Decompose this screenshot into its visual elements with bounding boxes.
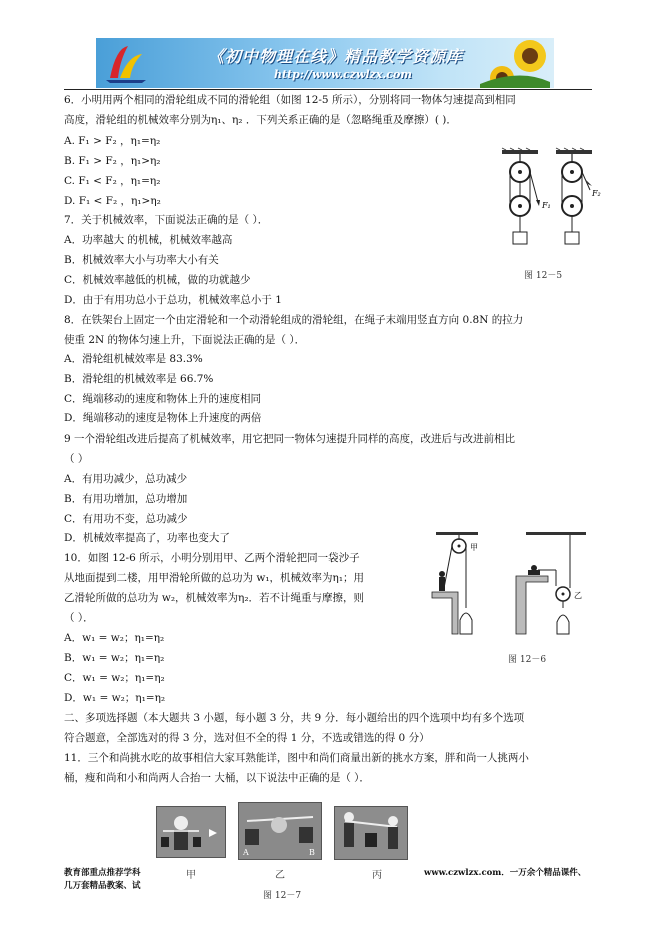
footer-left-line2: 几万套精品教案、试 <box>64 881 141 891</box>
q8-option-d: D．绳端移动的速度是物体上升速度的两倍 <box>64 412 262 424</box>
q6-line2: 高度，滑轮组的机械效率分别为η₁、η₂ ．下列关系正确的是（忽略绳重及摩擦）( )． <box>64 114 457 126</box>
header-banner <box>96 38 554 88</box>
f1-label: F₁ <box>542 201 551 210</box>
monks-carrying-one-bucket-icon <box>239 803 321 859</box>
fig-12-7-label-jia: 甲 <box>186 870 196 881</box>
footer-right: www.czwlzx.com．一万余个精品课件、 <box>424 868 587 878</box>
q10-option-c: C．w₁ = w₂；η₁=η₂ <box>64 672 165 684</box>
q7-option-a: A．功率越大 的机械，机械效率越高 <box>64 234 233 246</box>
figure-12-5-caption: 图 12－5 <box>524 271 563 281</box>
q9-option-b: B．有用功增加，总功增加 <box>64 493 188 505</box>
q10-option-b: B．w₁ = w₂；η₁=η₂ <box>64 652 165 664</box>
f2-label: F₂ <box>592 189 601 198</box>
figure-12-7-photo-bing <box>334 806 408 860</box>
q10-line4: （ ）． <box>64 612 94 624</box>
figure-12-7-photo-yi <box>238 802 322 860</box>
q7-option-c: C．机械效率越低的机械，做的功就越少 <box>64 274 251 286</box>
q10-option-d: D．w₁ = w₂；η₁=η₂ <box>64 692 166 704</box>
q7-option-d: D．由于有用功总小于总功，机械效率总小于 1 <box>64 294 282 306</box>
figure-12-6-caption: 图 12－6 <box>508 655 547 665</box>
jia-label: 甲 <box>470 543 478 552</box>
q10-option-a: A．w₁ = w₂；η₁=η₂ <box>64 632 165 644</box>
photo-label-a: A <box>243 848 249 857</box>
q6-option-a: A. F₁ > F₂ ，η₁=η₂ <box>64 135 161 147</box>
header-rule <box>64 89 592 90</box>
q9-option-c: C．有用功不变，总功减少 <box>64 513 188 525</box>
q6-option-b: B. F₁ > F₂ ，η₁>η₂ <box>64 155 161 167</box>
q7-stem: 7．关于机械效率，下面说法正确的是（ ）． <box>64 214 269 226</box>
fig-12-7-label-yi: 乙 <box>275 870 285 881</box>
q10-line1: 10．如图 12-6 所示，小明分别用甲、乙两个滑轮把同一袋沙子 <box>64 552 360 564</box>
q8-option-b: B．滑轮组的机械效率是 66.7% <box>64 373 214 385</box>
monk-carrying-two-buckets-icon <box>157 807 225 857</box>
banner-title: 《初中物理在线》精品教学资源库 <box>208 47 464 66</box>
q9-option-a: A．有用功减少，总功减少 <box>64 473 188 485</box>
figure-12-7-caption: 图 12－7 <box>263 891 302 901</box>
q9-line2: （ ） <box>64 453 89 465</box>
figure-12-7-photo-jia <box>156 806 226 858</box>
sunflower-icon <box>480 38 550 88</box>
q6-option-c: C. F₁ < F₂ ，η₁=η₂ <box>64 175 161 187</box>
q11-line1: 11．三个和尚挑水吃的故事相信大家耳熟能详，图中和尚们商量出新的挑水方案，胖和尚一人挑两小 <box>64 752 529 764</box>
q8-line1: 8．在铁架台上固定一个由定滑轮和一个动滑轮组成的滑轮组，在绳子末端用竖直方向 0.8N 的拉力 <box>64 314 524 326</box>
photo-label-b: B <box>309 848 315 857</box>
banner-url: http://www.czwlzx.com <box>274 68 412 81</box>
q10-line2: 从地面提到二楼，用甲滑轮所做的总功为 w₁，机械效率为η₁；用 <box>64 572 365 584</box>
section2-line2: 符合题意，全部选对的得 3 分，选对但不全的得 1 分，不选或错选的得 0 分） <box>64 732 430 744</box>
q9-option-d: D．机械效率提高了，功率也变大了 <box>64 532 230 544</box>
q9-line1: 9 一个滑轮组改进后提高了机械效率，用它把同一物体匀速提升同样的高度，改进后与改进前相比 <box>64 433 516 445</box>
two-monks-sharing-pole-icon <box>335 807 407 859</box>
site-logo-icon <box>102 42 150 84</box>
footer-left-line1: 教育部重点推荐学科 <box>64 868 141 878</box>
figure-12-5-pulley-diagram <box>494 146 604 268</box>
section2-line1: 二、多项选择题（本大题共 3 小题，每小题 3 分，共 9 分．每小题给出的四个选项中均有多个选项 <box>64 712 525 724</box>
yi-label: 乙 <box>574 591 582 600</box>
q11-line2: 桶，瘦和尚和小和尚两人合抬一 大桶，以下说法中正确的是（ ）． <box>64 772 370 784</box>
fig-12-7-label-bing: 丙 <box>372 870 382 881</box>
q6-line1: 6．小明用两个相同的滑轮组成不同的滑轮组（如图 12-5 所示），分别将同一物体匀速提高到相同 <box>64 94 516 106</box>
q8-line2: 使重 2N 的物体匀速上升，下面说法正确的是（ ）． <box>64 334 306 346</box>
figure-12-6-pulley-diagram <box>430 530 600 642</box>
q8-option-a: A．滑轮组机械效率是 83.3% <box>64 353 203 365</box>
q10-line3: 乙滑轮所做的总功为 w₂，机械效率为η₂．若不计绳重与摩擦，则 <box>64 592 365 604</box>
q7-option-b: B．机械效率大小与功率大小有关 <box>64 254 219 266</box>
q8-option-c: C．绳端移动的速度和物体上升的速度相同 <box>64 393 262 405</box>
q6-option-d: D. F₁ < F₂ ，η₁>η₂ <box>64 195 161 207</box>
